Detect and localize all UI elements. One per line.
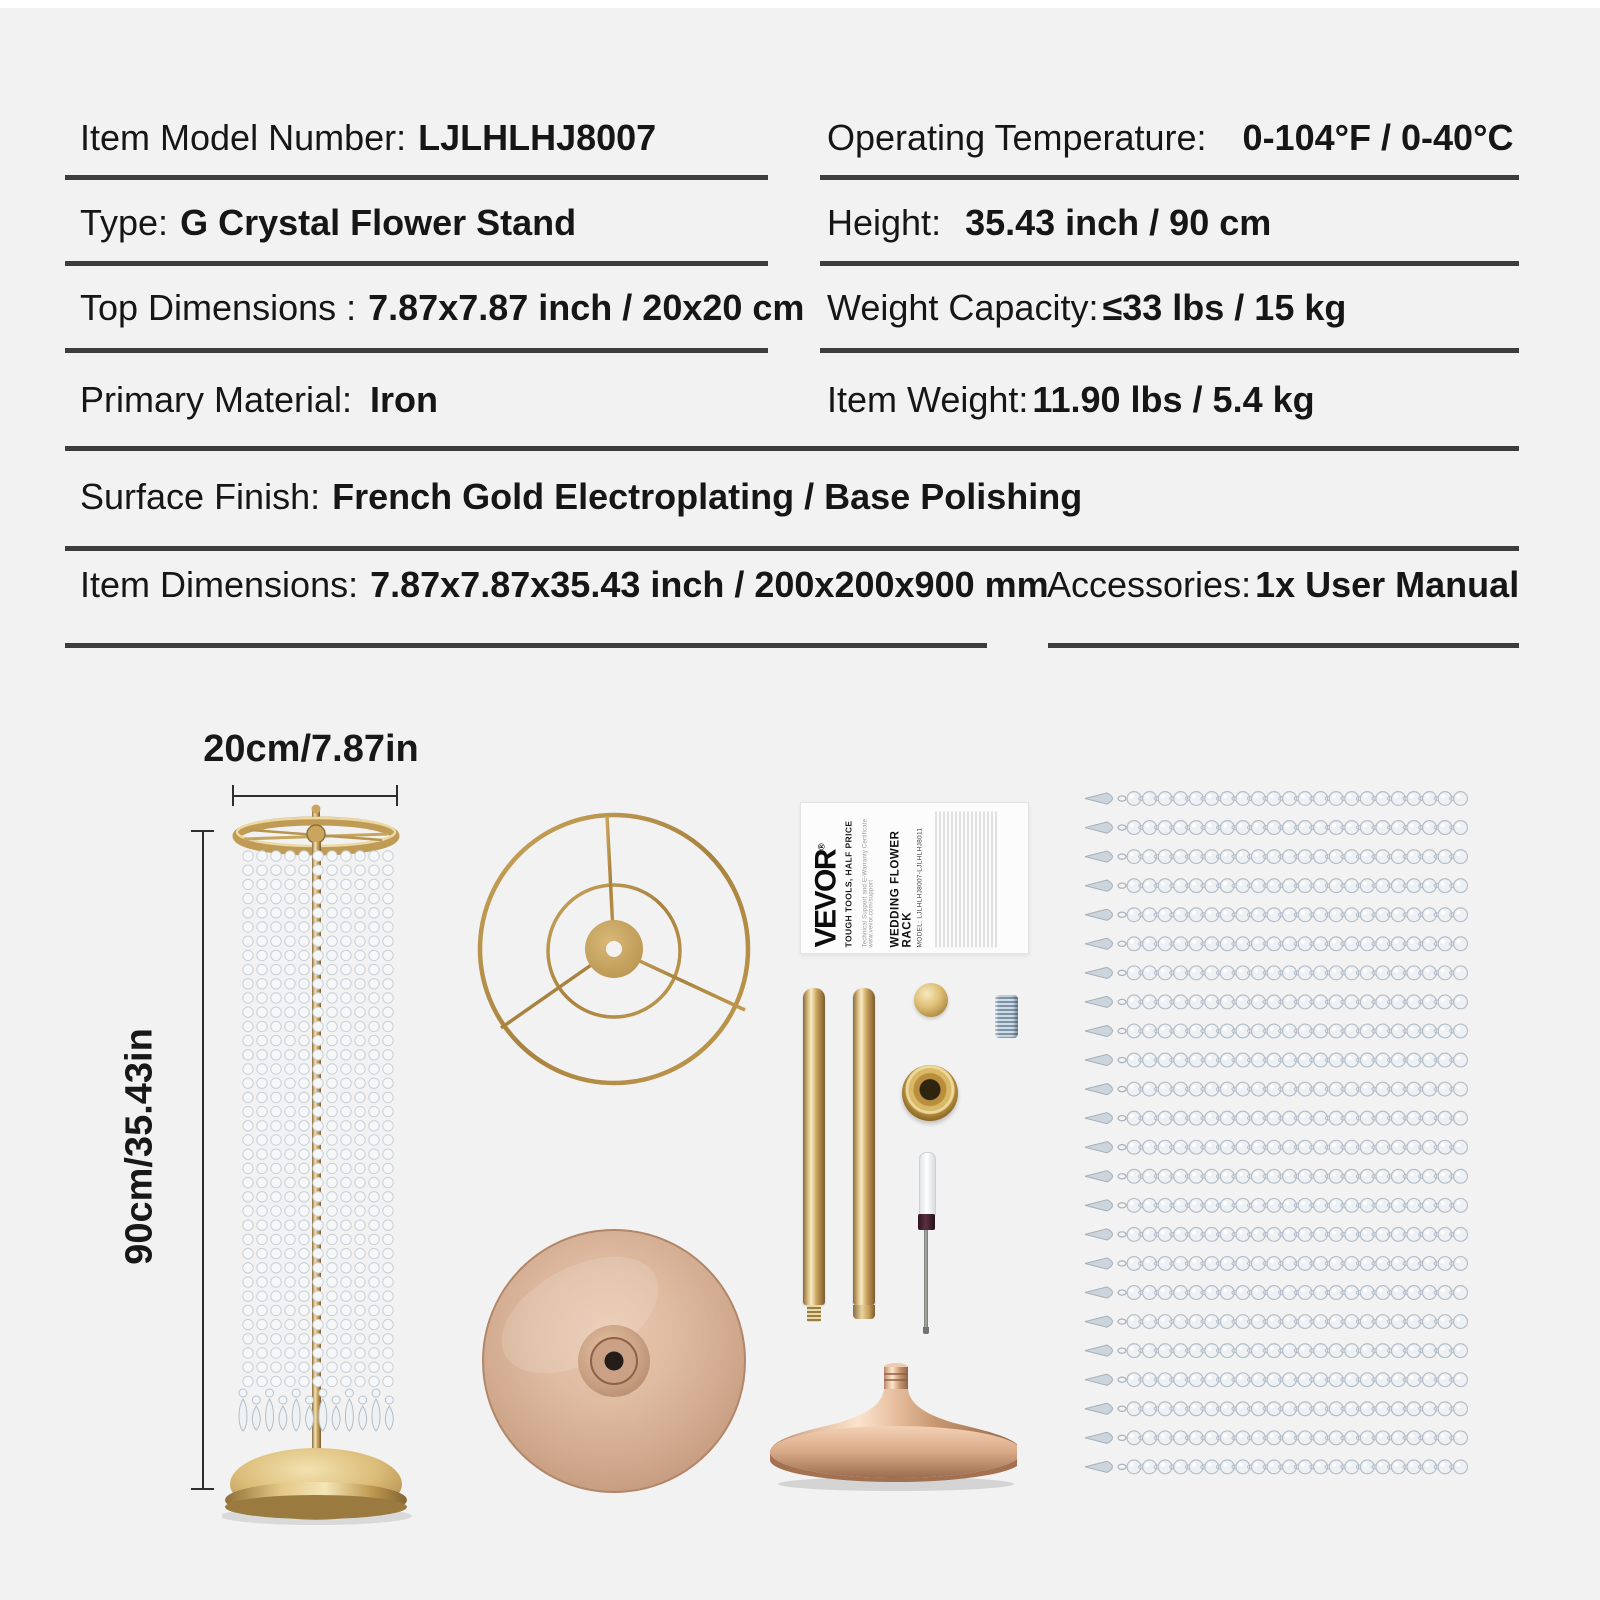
- height-dimension-tick: [191, 1488, 214, 1490]
- bead-strand: [1085, 792, 1467, 806]
- gold-pole: [803, 988, 825, 1305]
- spec-value: 7.87x7.87x35.43 inch / 200x200x900 mm: [370, 564, 1049, 605]
- stand-bead-strand: [285, 851, 295, 1387]
- spec-item-weight: [827, 378, 1315, 422]
- manual-fine-print: [936, 812, 998, 948]
- table-divider: [65, 175, 768, 180]
- height-dimension-tick: [191, 830, 214, 832]
- bead-strand: [1085, 1373, 1467, 1387]
- crystal-drop: [306, 1396, 314, 1430]
- spec-accessories: [1047, 563, 1519, 607]
- spec-label: Height:: [827, 202, 942, 243]
- spec-value: 7.87x7.87 inch / 20x20 cm: [368, 287, 805, 328]
- bead-strand: [1085, 937, 1467, 951]
- user-manual-photo: [800, 802, 1029, 954]
- crystal-drop: [372, 1389, 380, 1431]
- bead-strand: [1085, 908, 1467, 922]
- spec-item-dimensions: [80, 563, 1049, 607]
- crystal-drop: [252, 1396, 260, 1430]
- bead-strand: [1085, 821, 1467, 835]
- bead-strand: [1085, 1315, 1467, 1329]
- manual-support-line: Technical Support and E-Warranty Certificate www.vevor.com/support: [862, 818, 875, 948]
- spec-label: Type:: [80, 202, 169, 243]
- table-divider: [820, 175, 1519, 180]
- stand-bead-strand: [257, 851, 267, 1387]
- crystal-flower-stand-photo: [222, 800, 418, 1535]
- width-dimension-line: [233, 795, 397, 797]
- manual-tagline: TOUGH TOOLS, HALF PRICE: [843, 820, 854, 948]
- spec-primary-material: [80, 378, 438, 422]
- bead-strand: [1085, 1257, 1467, 1271]
- table-divider: [820, 261, 1519, 266]
- stand-bead-strand: [341, 851, 351, 1387]
- screwdriver-handle: [919, 1152, 936, 1216]
- spec-value: G Crystal Flower Stand: [180, 202, 577, 243]
- ring-frame-photo: [468, 803, 762, 1097]
- table-divider: [65, 446, 1519, 451]
- bead-strand: [1085, 1082, 1467, 1096]
- crystal-drop: [359, 1396, 367, 1430]
- spec-value: 1x User Manual: [1255, 564, 1520, 605]
- stand-bead-strand: [271, 851, 281, 1387]
- height-dimension-line: [202, 831, 204, 1490]
- bead-strand: [1085, 1024, 1467, 1038]
- top-white-strip: [0, 0, 1600, 8]
- bead-strand: [1085, 1140, 1467, 1154]
- base-neck: [884, 1367, 908, 1391]
- spec-label: Item Weight:: [827, 379, 1029, 420]
- bead-strands: [1085, 792, 1467, 1474]
- spec-model-number: [80, 116, 656, 160]
- table-divider: [820, 348, 1519, 353]
- base-hub-hole: [605, 1352, 624, 1371]
- bead-strands-photo: [1060, 780, 1480, 1490]
- bead-strand: [1085, 1053, 1467, 1067]
- stand-bead-strand: [383, 851, 393, 1387]
- ring-hub: [307, 825, 325, 843]
- spec-value: LJLHLHJ8007: [418, 117, 657, 158]
- spec-height: [827, 201, 1271, 245]
- bead-strand: [1085, 1431, 1467, 1445]
- crystal-drop: [319, 1389, 327, 1431]
- crystal-drop: [239, 1389, 247, 1431]
- bead-strand: [1085, 879, 1467, 893]
- spec-type: [80, 201, 576, 245]
- screwdriver-ferrule: [918, 1214, 935, 1230]
- user-manual-print: [801, 804, 1028, 954]
- table-divider: [65, 261, 768, 266]
- bead-strand: [1085, 995, 1467, 1009]
- spec-surface-finish: [80, 475, 1082, 519]
- crystal-drop: [292, 1389, 300, 1431]
- spec-label: Item Model Number:: [80, 117, 407, 158]
- bead-strand: [1085, 1402, 1467, 1416]
- crystal-drop: [266, 1389, 274, 1431]
- gold-pole: [853, 988, 875, 1305]
- spec-label: Weight Capacity:: [827, 287, 1099, 328]
- gold-collar-nut: [902, 1065, 958, 1121]
- base-rim: [770, 1426, 1017, 1478]
- table-divider: [1048, 643, 1519, 648]
- base-side-photo: [755, 1290, 1017, 1535]
- table-divider: [65, 348, 768, 353]
- spec-value: ≤33 lbs / 15 kg: [1102, 287, 1347, 328]
- spec-value: Iron: [370, 379, 439, 420]
- bead-strand: [1085, 1169, 1467, 1183]
- base-top-photo: [476, 1223, 754, 1501]
- manual-model-line: MODEL: LJLHLHJ8007-LJLHLHJ8011: [916, 827, 924, 948]
- spec-weight-capacity: [827, 286, 1346, 330]
- vevor-logo: VEVOR®: [809, 844, 843, 948]
- bead-strand: [1085, 850, 1467, 864]
- spec-value: 35.43 inch / 90 cm: [965, 202, 1272, 243]
- spec-label: Primary Material:: [80, 379, 353, 420]
- bead-strand: [1085, 1286, 1467, 1300]
- stand-base-rim: [225, 1495, 407, 1519]
- spec-label: Item Dimensions:: [80, 564, 359, 605]
- spec-value: 11.90 lbs / 5.4 kg: [1032, 379, 1315, 420]
- stand-bead-strand: [327, 851, 337, 1387]
- gold-cap: [914, 983, 948, 1017]
- table-divider: [65, 546, 1519, 551]
- bead-strand: [1085, 1111, 1467, 1125]
- stand-base: [222, 1448, 412, 1525]
- height-dimension-label: 90cm/35.43in: [118, 1028, 161, 1265]
- spec-label: Accessories:: [1047, 564, 1252, 605]
- spec-label: Operating Temperature:: [827, 117, 1207, 158]
- spec-value: 0-104°F / 0-40°C: [1242, 117, 1514, 158]
- spec-top-dimensions: [80, 286, 804, 330]
- bead-strand: [1085, 1198, 1467, 1212]
- stand-finial-knob: [312, 805, 321, 814]
- stand-bead-strand: [355, 851, 365, 1387]
- spec-label: Surface Finish:: [80, 476, 321, 517]
- spec-operating-temperature: [827, 116, 1513, 160]
- stand-bead-strand: [243, 851, 253, 1387]
- threaded-connector: [995, 995, 1018, 1038]
- bead-strand: [1085, 1344, 1467, 1358]
- bead-strand: [1085, 1460, 1467, 1474]
- bead-strand: [1085, 1228, 1467, 1242]
- crystal-drop: [279, 1396, 287, 1430]
- crystal-drop: [332, 1396, 340, 1430]
- manual-product-name: WEDDING FLOWER RACK: [889, 830, 914, 948]
- spec-label: Top Dimensions :: [80, 287, 357, 328]
- crystal-drop: [345, 1389, 353, 1431]
- bead-strand: [1085, 966, 1467, 980]
- table-divider: [65, 643, 987, 648]
- stand-bead-strand: [299, 851, 309, 1387]
- center-hole: [606, 941, 622, 957]
- stand-bead-strand: [369, 851, 379, 1387]
- width-dimension-label: 20cm/7.87in: [203, 728, 419, 770]
- crystal-drop: [385, 1396, 393, 1430]
- spec-value: French Gold Electroplating / Base Polishing: [332, 476, 1083, 517]
